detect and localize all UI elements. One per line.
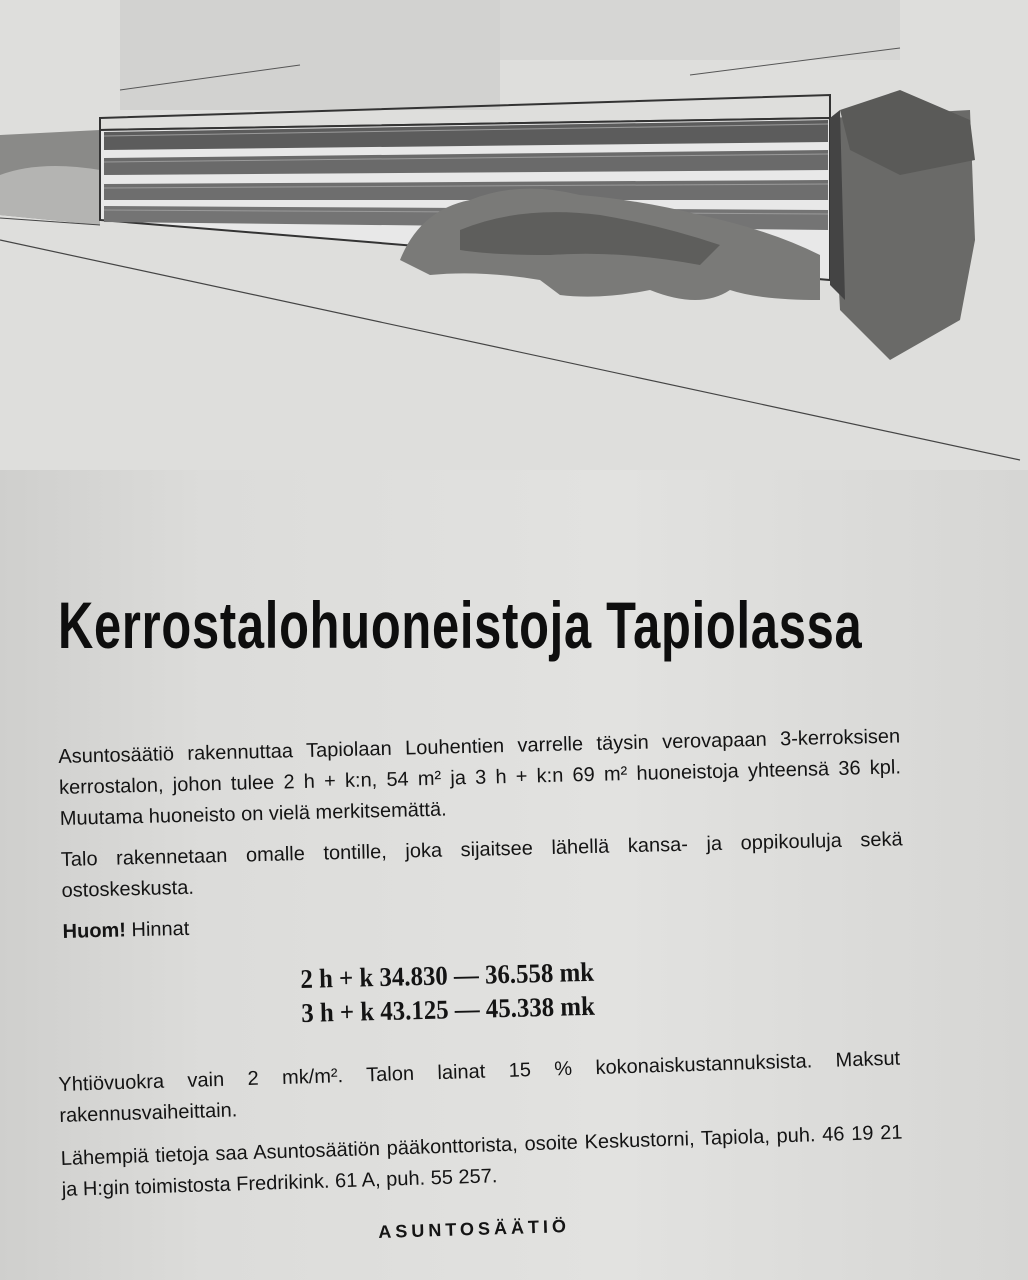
body-text xyxy=(58,721,905,958)
paragraph-intro: Asuntosäätiö rakennuttaa Tapiolaan Louhentien varrelle täysin verovapaan 3-kerroksisen kerrostalon, johon tulee 2 h + k:n, 54 m² ja 3 h + k:n 69 m² huoneistoja yhteensä 36 kpl. Muutama huoneisto on vielä merkitsemättä. xyxy=(58,725,902,830)
signature: ASUNTOSÄÄTIÖ xyxy=(378,1215,571,1242)
building-illustration xyxy=(0,0,1028,470)
price-row-2h: 2 h + k 34.830 — 36.558 mk xyxy=(300,956,595,994)
faint-background-text xyxy=(130,690,135,714)
note-text: Hinnat xyxy=(131,917,190,942)
price-list xyxy=(300,955,595,1030)
paragraph-location: Talo rakennetaan omalle tontille, joka sijaitsee lähellä kansa- ja oppikouluja sekä ostoskeskusta. xyxy=(60,828,903,902)
paragraph-contact: Lähempiä tietoja saa Asuntosäätiön pääkonttorista, osoite Keskustorni, Tapiola, puh. 46 19 21 ja H:gin toimistosta Fredrikink. 61 A, puh. 55 257. xyxy=(60,1121,903,1201)
paragraph-fees: Yhtiövuokra vain 2 mk/m². Talon lainat 15 % kokonaiskustannuksista. Maksut rakennusvaiheittain. xyxy=(58,1047,901,1127)
footer-text xyxy=(58,1044,904,1218)
price-row-3h: 3 h + k 43.125 — 45.338 mk xyxy=(300,990,596,1028)
headline: Kerrostalohuoneistoja Tapiolassa xyxy=(58,588,863,662)
price-note xyxy=(62,896,905,948)
note-label: Huom! xyxy=(62,919,127,943)
